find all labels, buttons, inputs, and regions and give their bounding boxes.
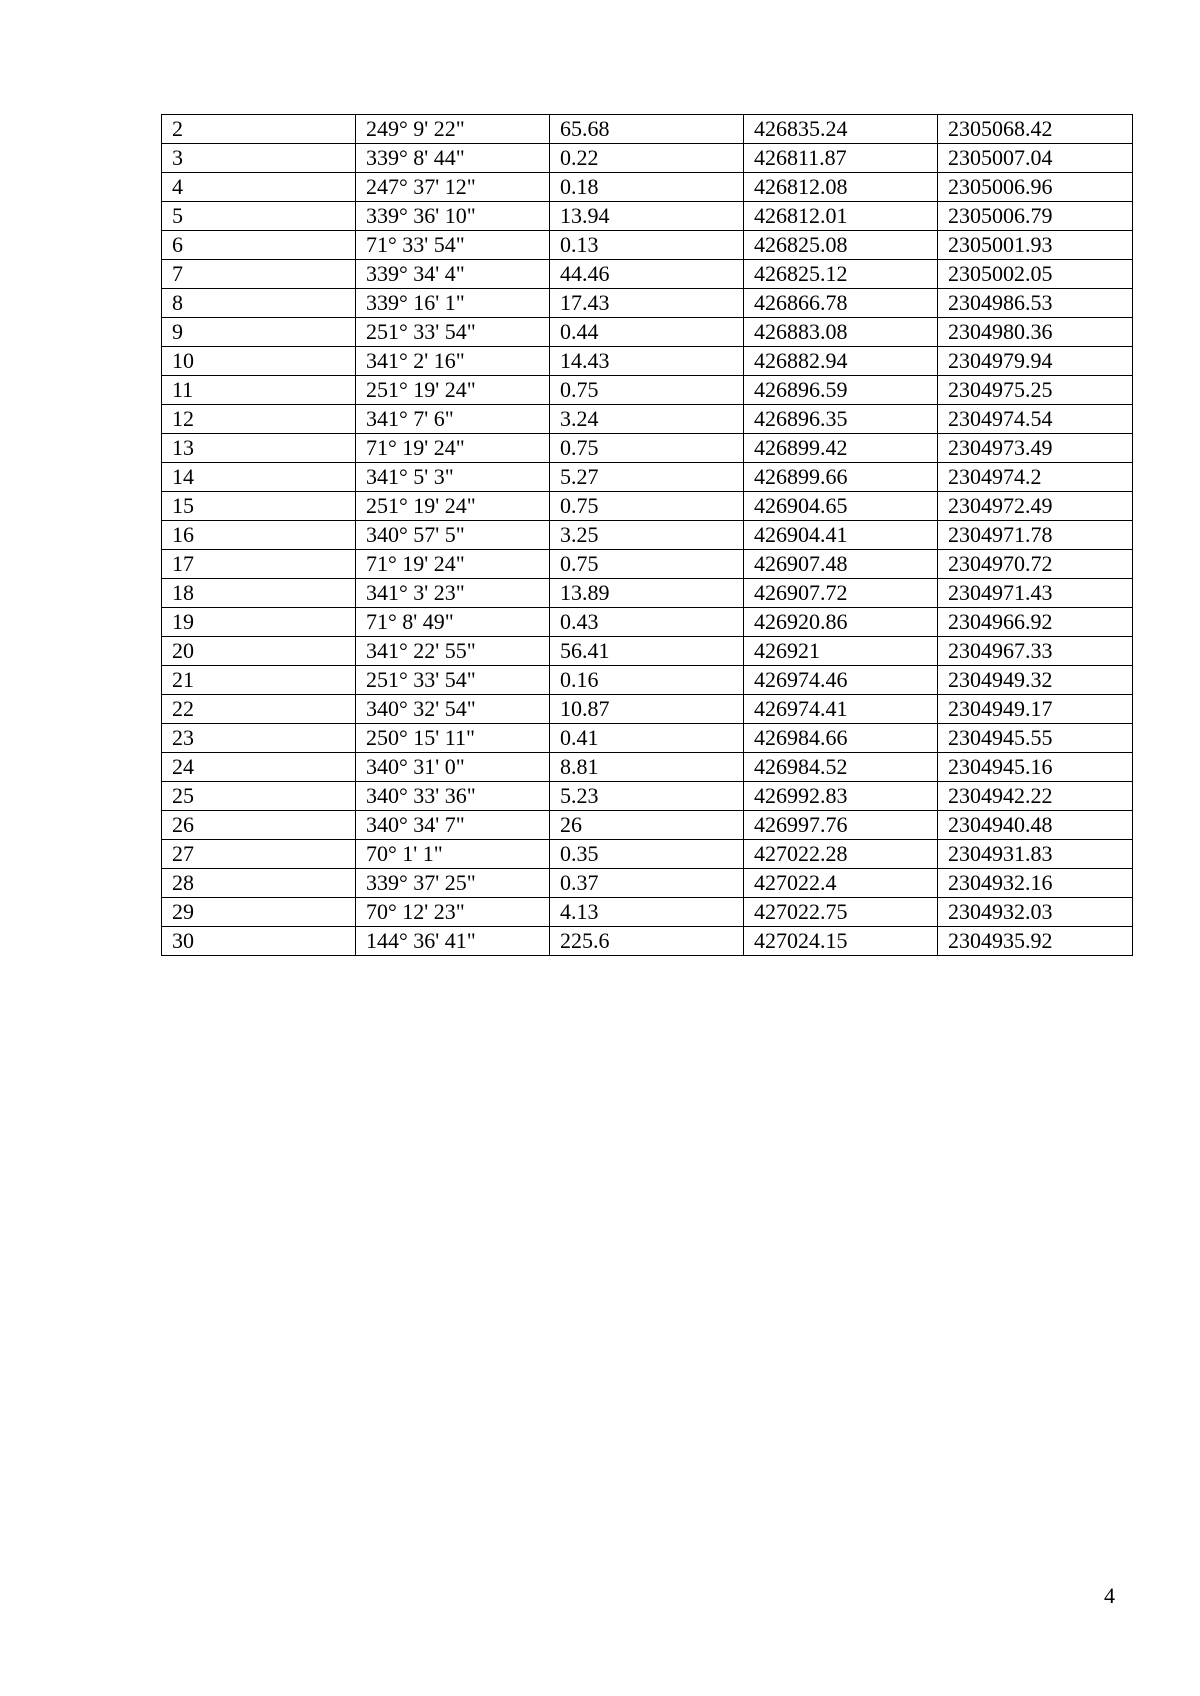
y-coordinate-cell: 2304974.2 [938, 463, 1133, 492]
x-coordinate-cell: 426984.52 [744, 753, 938, 782]
distance-cell: 0.35 [550, 840, 744, 869]
distance-cell: 0.44 [550, 318, 744, 347]
x-coordinate-cell: 426899.66 [744, 463, 938, 492]
point-number-cell: 16 [162, 521, 356, 550]
distance-cell: 0.37 [550, 869, 744, 898]
point-number-cell: 5 [162, 202, 356, 231]
bearing-cell: 339° 34' 4" [356, 260, 550, 289]
x-coordinate-cell: 426812.08 [744, 173, 938, 202]
point-number-cell: 29 [162, 898, 356, 927]
distance-cell: 0.16 [550, 666, 744, 695]
bearing-cell: 340° 32' 54" [356, 695, 550, 724]
point-number-cell: 22 [162, 695, 356, 724]
x-coordinate-cell: 426896.59 [744, 376, 938, 405]
point-number-cell: 23 [162, 724, 356, 753]
table-row [162, 637, 1133, 666]
x-coordinate-cell: 427022.28 [744, 840, 938, 869]
point-number-cell: 11 [162, 376, 356, 405]
x-coordinate-cell: 427024.15 [744, 927, 938, 956]
distance-cell: 0.13 [550, 231, 744, 260]
y-coordinate-cell: 2304945.16 [938, 753, 1133, 782]
table-row [162, 289, 1133, 318]
y-coordinate-cell: 2304973.49 [938, 434, 1133, 463]
point-number-cell: 9 [162, 318, 356, 347]
y-coordinate-cell: 2305001.93 [938, 231, 1133, 260]
distance-cell: 65.68 [550, 115, 744, 144]
table-row [162, 608, 1133, 637]
table-row [162, 434, 1133, 463]
y-coordinate-cell: 2304986.53 [938, 289, 1133, 318]
distance-cell: 0.75 [550, 376, 744, 405]
point-number-cell: 24 [162, 753, 356, 782]
table-row [162, 811, 1133, 840]
point-number-cell: 15 [162, 492, 356, 521]
distance-cell: 0.18 [550, 173, 744, 202]
table-row [162, 579, 1133, 608]
distance-cell: 13.89 [550, 579, 744, 608]
y-coordinate-cell: 2304932.03 [938, 898, 1133, 927]
distance-cell: 3.25 [550, 521, 744, 550]
distance-cell: 0.75 [550, 492, 744, 521]
bearing-cell: 144° 36' 41" [356, 927, 550, 956]
bearing-cell: 251° 19' 24" [356, 492, 550, 521]
y-coordinate-cell: 2304975.25 [938, 376, 1133, 405]
point-number-cell: 25 [162, 782, 356, 811]
table-row [162, 260, 1133, 289]
distance-cell: 0.43 [550, 608, 744, 637]
bearing-cell: 339° 36' 10" [356, 202, 550, 231]
table-row [162, 869, 1133, 898]
y-coordinate-cell: 2305002.05 [938, 260, 1133, 289]
table-row [162, 463, 1133, 492]
x-coordinate-cell: 426825.12 [744, 260, 938, 289]
bearing-cell: 341° 22' 55" [356, 637, 550, 666]
coordinates-table-body [162, 115, 1133, 956]
table-row [162, 347, 1133, 376]
x-coordinate-cell: 427022.4 [744, 869, 938, 898]
y-coordinate-cell: 2304945.55 [938, 724, 1133, 753]
bearing-cell: 70° 1' 1" [356, 840, 550, 869]
table-row [162, 115, 1133, 144]
distance-cell: 5.27 [550, 463, 744, 492]
bearing-cell: 341° 5' 3" [356, 463, 550, 492]
x-coordinate-cell: 427022.75 [744, 898, 938, 927]
point-number-cell: 20 [162, 637, 356, 666]
y-coordinate-cell: 2304974.54 [938, 405, 1133, 434]
x-coordinate-cell: 426974.41 [744, 695, 938, 724]
point-number-cell: 18 [162, 579, 356, 608]
bearing-cell: 340° 31' 0" [356, 753, 550, 782]
x-coordinate-cell: 426811.87 [744, 144, 938, 173]
table-row [162, 202, 1133, 231]
table-row [162, 782, 1133, 811]
point-number-cell: 12 [162, 405, 356, 434]
bearing-cell: 339° 16' 1" [356, 289, 550, 318]
table-row [162, 231, 1133, 260]
point-number-cell: 7 [162, 260, 356, 289]
y-coordinate-cell: 2304970.72 [938, 550, 1133, 579]
table-row [162, 550, 1133, 579]
y-coordinate-cell: 2304972.49 [938, 492, 1133, 521]
bearing-cell: 247° 37' 12" [356, 173, 550, 202]
distance-cell: 14.43 [550, 347, 744, 376]
bearing-cell: 339° 8' 44" [356, 144, 550, 173]
bearing-cell: 340° 57' 5" [356, 521, 550, 550]
table-row [162, 666, 1133, 695]
y-coordinate-cell: 2304967.33 [938, 637, 1133, 666]
table-row [162, 898, 1133, 927]
bearing-cell: 340° 34' 7" [356, 811, 550, 840]
distance-cell: 13.94 [550, 202, 744, 231]
distance-cell: 0.75 [550, 434, 744, 463]
x-coordinate-cell: 426899.42 [744, 434, 938, 463]
bearing-cell: 251° 33' 54" [356, 318, 550, 347]
table-row [162, 376, 1133, 405]
point-number-cell: 10 [162, 347, 356, 376]
table-row [162, 173, 1133, 202]
point-number-cell: 30 [162, 927, 356, 956]
distance-cell: 0.22 [550, 144, 744, 173]
point-number-cell: 13 [162, 434, 356, 463]
y-coordinate-cell: 2304971.78 [938, 521, 1133, 550]
bearing-cell: 341° 2' 16" [356, 347, 550, 376]
point-number-cell: 14 [162, 463, 356, 492]
coordinates-table [161, 114, 1133, 956]
table-row [162, 144, 1133, 173]
point-number-cell: 6 [162, 231, 356, 260]
point-number-cell: 3 [162, 144, 356, 173]
distance-cell: 3.24 [550, 405, 744, 434]
bearing-cell: 71° 19' 24" [356, 550, 550, 579]
table-row [162, 318, 1133, 347]
y-coordinate-cell: 2305007.04 [938, 144, 1133, 173]
distance-cell: 4.13 [550, 898, 744, 927]
point-number-cell: 26 [162, 811, 356, 840]
x-coordinate-cell: 426883.08 [744, 318, 938, 347]
distance-cell: 5.23 [550, 782, 744, 811]
table-row [162, 405, 1133, 434]
point-number-cell: 4 [162, 173, 356, 202]
distance-cell: 0.75 [550, 550, 744, 579]
x-coordinate-cell: 426921 [744, 637, 938, 666]
y-coordinate-cell: 2304942.22 [938, 782, 1133, 811]
table-row [162, 840, 1133, 869]
y-coordinate-cell: 2304966.92 [938, 608, 1133, 637]
bearing-cell: 340° 33' 36" [356, 782, 550, 811]
point-number-cell: 28 [162, 869, 356, 898]
x-coordinate-cell: 426866.78 [744, 289, 938, 318]
y-coordinate-cell: 2304979.94 [938, 347, 1133, 376]
distance-cell: 10.87 [550, 695, 744, 724]
x-coordinate-cell: 426997.76 [744, 811, 938, 840]
table-row [162, 492, 1133, 521]
bearing-cell: 71° 33' 54" [356, 231, 550, 260]
bearing-cell: 249° 9' 22" [356, 115, 550, 144]
table-row [162, 753, 1133, 782]
x-coordinate-cell: 426920.86 [744, 608, 938, 637]
table-row [162, 724, 1133, 753]
y-coordinate-cell: 2304940.48 [938, 811, 1133, 840]
bearing-cell: 70° 12' 23" [356, 898, 550, 927]
x-coordinate-cell: 426812.01 [744, 202, 938, 231]
distance-cell: 8.81 [550, 753, 744, 782]
x-coordinate-cell: 426904.65 [744, 492, 938, 521]
point-number-cell: 2 [162, 115, 356, 144]
y-coordinate-cell: 2305006.96 [938, 173, 1133, 202]
point-number-cell: 17 [162, 550, 356, 579]
distance-cell: 56.41 [550, 637, 744, 666]
distance-cell: 0.41 [550, 724, 744, 753]
point-number-cell: 21 [162, 666, 356, 695]
x-coordinate-cell: 426984.66 [744, 724, 938, 753]
y-coordinate-cell: 2304932.16 [938, 869, 1133, 898]
x-coordinate-cell: 426882.94 [744, 347, 938, 376]
y-coordinate-cell: 2304931.83 [938, 840, 1133, 869]
bearing-cell: 250° 15' 11" [356, 724, 550, 753]
distance-cell: 26 [550, 811, 744, 840]
x-coordinate-cell: 426974.46 [744, 666, 938, 695]
distance-cell: 225.6 [550, 927, 744, 956]
bearing-cell: 341° 3' 23" [356, 579, 550, 608]
bearing-cell: 71° 19' 24" [356, 434, 550, 463]
bearing-cell: 341° 7' 6" [356, 405, 550, 434]
x-coordinate-cell: 426825.08 [744, 231, 938, 260]
table-row [162, 521, 1133, 550]
distance-cell: 17.43 [550, 289, 744, 318]
x-coordinate-cell: 426904.41 [744, 521, 938, 550]
y-coordinate-cell: 2304980.36 [938, 318, 1133, 347]
x-coordinate-cell: 426835.24 [744, 115, 938, 144]
bearing-cell: 251° 33' 54" [356, 666, 550, 695]
x-coordinate-cell: 426907.72 [744, 579, 938, 608]
y-coordinate-cell: 2305006.79 [938, 202, 1133, 231]
y-coordinate-cell: 2304949.32 [938, 666, 1133, 695]
bearing-cell: 251° 19' 24" [356, 376, 550, 405]
distance-cell: 44.46 [550, 260, 744, 289]
bearing-cell: 339° 37' 25" [356, 869, 550, 898]
x-coordinate-cell: 426907.48 [744, 550, 938, 579]
y-coordinate-cell: 2304971.43 [938, 579, 1133, 608]
point-number-cell: 8 [162, 289, 356, 318]
y-coordinate-cell: 2305068.42 [938, 115, 1133, 144]
page-number: 4 [1104, 1583, 1115, 1608]
y-coordinate-cell: 2304949.17 [938, 695, 1133, 724]
y-coordinate-cell: 2304935.92 [938, 927, 1133, 956]
table-row [162, 927, 1133, 956]
point-number-cell: 27 [162, 840, 356, 869]
x-coordinate-cell: 426992.83 [744, 782, 938, 811]
x-coordinate-cell: 426896.35 [744, 405, 938, 434]
bearing-cell: 71° 8' 49" [356, 608, 550, 637]
point-number-cell: 19 [162, 608, 356, 637]
table-row [162, 695, 1133, 724]
